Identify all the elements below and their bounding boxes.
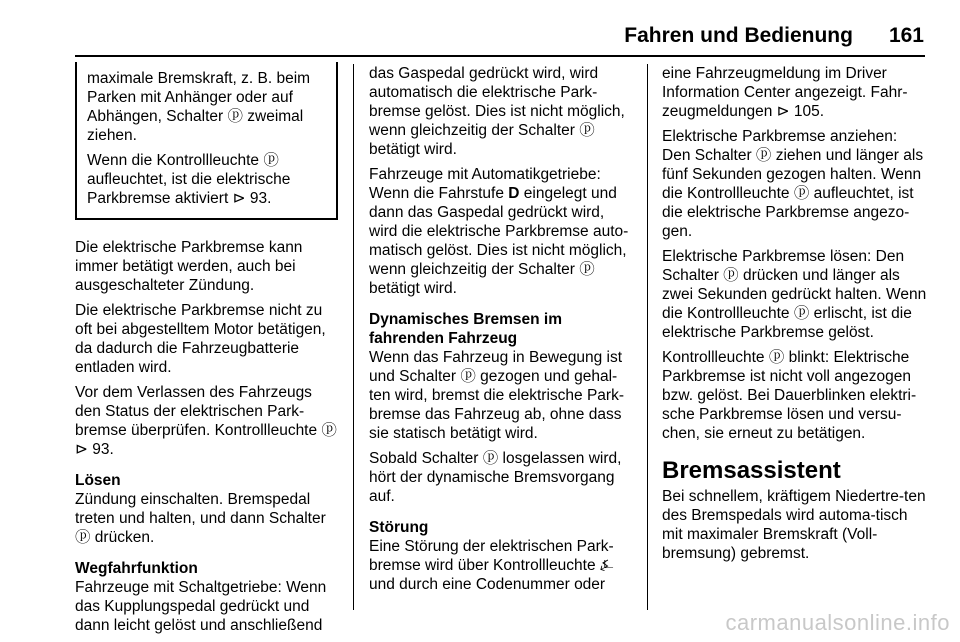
paragraph-automatic <box>369 165 634 298</box>
paragraph: Vor dem Verlassen des Fahrzeugs den Status der elektrischen Park-bremse überprüfen. Kontrollleuchte ⓟ ⊳ 93. <box>75 384 337 458</box>
heading-dynamisches-bremsen: Dynamisches Bremsen im fahrenden Fahrzeug <box>369 311 562 347</box>
column-3 <box>662 64 928 569</box>
paragraph: Sobald Schalter ⓟ losgelassen wird, hört der dynamische Bremsvorgang auf. <box>369 450 622 505</box>
note-box <box>75 62 338 220</box>
paragraph: Die elektrische Parkbremse kann immer betätigt werden, auch bei ausgeschalteter Zündung. <box>75 239 303 294</box>
paragraph: Elektrische Parkbremse lösen: Den Schalter ⓟ drücken und länger als zwei Sekunden gedrückt halten. Wenn die Kontrollleuchte ⓟ erlischt, ist die elektrische Parkbremse gelöst. <box>662 248 927 341</box>
heading-loesen: Lösen <box>75 472 121 489</box>
header-rule <box>75 55 925 57</box>
section-title: Fahren und Bedienung <box>624 24 853 47</box>
heading-stoerung: Störung <box>369 519 429 536</box>
note-paragraph: Wenn die Kontrollleuchte ⓟ aufleuchtet, ist die elektrische Parkbremse aktiviert ⊳ 93. <box>87 152 291 207</box>
paragraph: Eine Störung der elektrischen Park-bremse wird über Kontrollleuchte ⍼ und durch eine Codenummer oder <box>369 538 614 593</box>
paragraph: Wenn das Fahrzeug in Bewegung ist und Schalter ⓟ gezogen und gehal-ten wird, bremst die elektrische Park-bremse das Fahrzeug ab, ohne dass sie statisch betätigt wird. <box>369 349 624 442</box>
page-header <box>624 24 924 48</box>
heading-bremsassistent: Bremsassistent <box>662 457 841 484</box>
paragraph: Fahrzeuge mit Schaltgetriebe: Wenn das Kupplungspedal gedrückt und dann leicht gelöst und anschließend <box>75 579 327 634</box>
column-2 <box>369 64 634 600</box>
paragraph: Die elektrische Parkbremse nicht zu oft bei abgestelltem Motor betätigen, da dadurch die Fahrzeugbatterie entladen wird. <box>75 302 326 376</box>
paragraph: Kontrollleuchte ⓟ blinkt: Elektrische Parkbremse ist nicht voll angezogen bzw. gelöst. Bei Dauerblinken elektri-sche Parkbremse lösen und versu-chen, sie erneut zu betätigen. <box>662 349 917 442</box>
paragraph: Bei schnellem, kräftigem Niedertre-ten des Bremspedals wird automa-tisch mit maximaler Bremskraft (Voll-bremsung) gebremst. <box>662 488 926 562</box>
text-span: eingelegt und dann das Gaspedal gedrückt wird, wird die elektrische Parkbremse auto-matisch gelöst. Dies ist nicht möglich, wenn gleichzeitig der Schalter ⓟ betätigt wird. <box>369 185 629 297</box>
column-1 <box>75 64 338 641</box>
text-span: Fahrzeuge mit Automatikgetriebe: Wenn die Fahrstufe <box>369 166 601 202</box>
gear-d-label: D <box>508 185 520 202</box>
heading-wegfahrfunktion: Wegfahrfunktion <box>75 560 198 577</box>
watermark: carmanualsonline.info <box>725 610 950 635</box>
column-divider-2 <box>647 64 648 610</box>
paragraph: Elektrische Parkbremse anziehen: Den Schalter ⓟ ziehen und länger als fünf Sekunden gezogen halten. Wenn die Kontrollleuchte ⓟ aufleuchtet, ist die elektrische Parkbremse angezo-gen. <box>662 128 924 240</box>
paragraph: Zündung einschalten. Bremspedal treten und halten, und dann Schalter ⓟ drücken. <box>75 491 326 546</box>
paragraph: das Gaspedal gedrückt wird, wird automatisch die elektrische Park-bremse gelöst. Dies ist nicht möglich, wenn gleichzeitig der Schalter ⓟ betätigt wird. <box>369 65 625 158</box>
page-number: 161 <box>888 24 924 47</box>
note-paragraph: maximale Bremskraft, z. B. beim Parken mit Anhänger oder auf Abhängen, Schalter ⓟ zweimal ziehen. <box>87 70 311 144</box>
paragraph: eine Fahrzeugmeldung im Driver Information Center angezeigt. Fahr-zeugmeldungen ⊳ 105. <box>662 65 908 120</box>
column-divider-1 <box>353 64 354 610</box>
